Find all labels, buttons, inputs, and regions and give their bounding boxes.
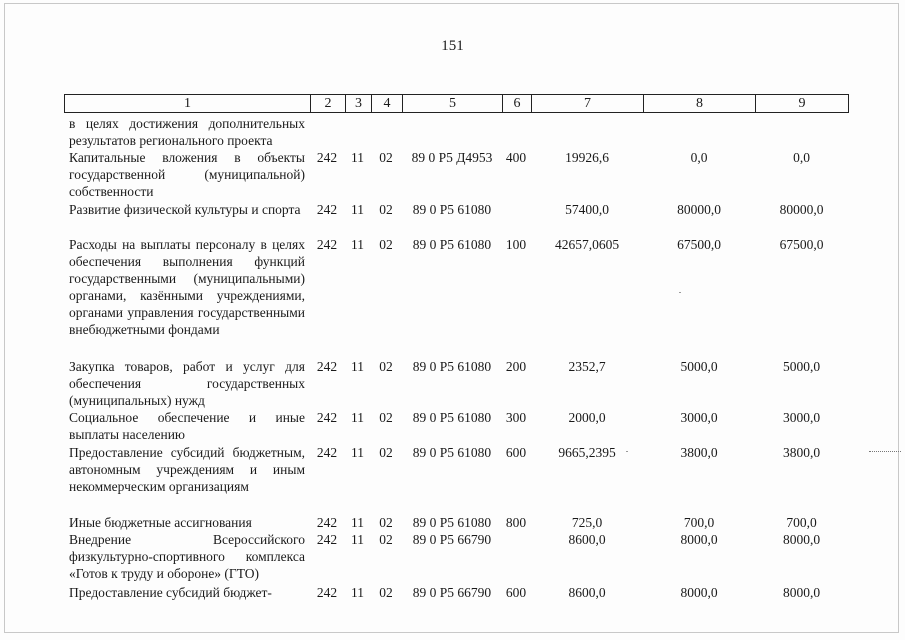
row-description: Расходы на выплаты персоналу в целях обеспечения выполнения функций государственными (муниципальными) органами, казёнными учреждениями, органами управления государственными внебюджетными фондами bbox=[69, 237, 305, 337]
row-description: Капитальные вложения в объекты государственной (муниципальной) собственности bbox=[69, 150, 305, 199]
cell-col4: 02 bbox=[379, 150, 393, 165]
column-header: 2 bbox=[311, 95, 346, 113]
cell-col9: 8000,0 bbox=[782, 532, 821, 547]
cell-col4: 02 bbox=[379, 202, 393, 217]
scan-speck bbox=[626, 451, 628, 452]
cell-col5: 89 0 P5 66790 bbox=[412, 585, 492, 600]
cell-col6: 100 bbox=[505, 237, 527, 252]
cell-col6: 600 bbox=[505, 445, 527, 460]
cell-col7: 8600,0 bbox=[568, 585, 606, 600]
cell-col3: 11 bbox=[351, 150, 364, 165]
cell-col8: 0,0 bbox=[690, 150, 708, 165]
cell-col5: 89 0 P5 61080 bbox=[412, 410, 492, 425]
scan-speck bbox=[679, 292, 681, 293]
cell-col5: 89 0 P5 Д4953 bbox=[411, 150, 493, 165]
cell-col8: 8000,0 bbox=[680, 585, 718, 600]
cell-col8: 5000,0 bbox=[680, 359, 718, 374]
cell-col3: 11 bbox=[351, 445, 364, 460]
cell-col3: 11 bbox=[351, 515, 364, 530]
cell-col8: 700,0 bbox=[683, 515, 715, 530]
column-header: 5 bbox=[403, 95, 503, 113]
row-description: Закупка товаров, работ и услуг для обеспечения государственных (муниципальных) нужд bbox=[69, 359, 305, 408]
cell-col2: 242 bbox=[316, 150, 338, 165]
cell-col7: 2352,7 bbox=[568, 359, 606, 374]
cell-col4: 02 bbox=[379, 237, 393, 252]
cell-col9: 8000,0 bbox=[782, 585, 821, 600]
cell-col7: 725,0 bbox=[571, 515, 603, 530]
cell-col5: 89 0 P5 61080 bbox=[412, 515, 492, 530]
cell-col9: 80000,0 bbox=[779, 202, 824, 217]
cell-col2: 242 bbox=[316, 445, 338, 460]
cell-col2: 242 bbox=[316, 202, 338, 217]
cell-col8: 3800,0 bbox=[680, 445, 718, 460]
cell-col5: 89 0 P5 61080 bbox=[412, 237, 492, 252]
cell-col3: 11 bbox=[351, 202, 364, 217]
cell-col3: 11 bbox=[351, 410, 364, 425]
column-header: 9 bbox=[756, 95, 849, 113]
column-header: 3 bbox=[346, 95, 372, 113]
cell-col3: 11 bbox=[351, 585, 364, 600]
cell-col6: 800 bbox=[505, 515, 527, 530]
cell-col6: 300 bbox=[505, 410, 527, 425]
cell-col6: 600 bbox=[505, 585, 527, 600]
cell-col6: 400 bbox=[505, 150, 527, 165]
row-description: Внедрение Всероссийского физкультурно-спортивного комплекса «Готов к труду и обороне» (ГТО) bbox=[69, 532, 305, 581]
cell-col9: 67500,0 bbox=[779, 237, 824, 252]
row-description: Развитие физической культуры и спорта bbox=[69, 202, 301, 217]
column-header: 4 bbox=[372, 95, 403, 113]
column-header: 1 bbox=[65, 95, 311, 113]
cell-col4: 02 bbox=[379, 532, 393, 547]
cell-col9: 0,0 bbox=[793, 150, 810, 165]
cell-col7: 2000,0 bbox=[568, 410, 606, 425]
cell-col4: 02 bbox=[379, 410, 393, 425]
cell-col3: 11 bbox=[351, 359, 364, 374]
cell-col8: 67500,0 bbox=[677, 237, 721, 252]
cell-col2: 242 bbox=[316, 585, 338, 600]
cell-col7: 57400,0 bbox=[565, 202, 609, 217]
cell-col2: 242 bbox=[316, 237, 338, 252]
cell-col9: 5000,0 bbox=[782, 359, 821, 374]
row-description: Предоставление субсидий бюджетным, автономным учреждениям и иным некоммерческим организациям bbox=[69, 445, 305, 494]
cell-col3: 11 bbox=[351, 237, 364, 252]
cell-col5: 89 0 P5 61080 bbox=[412, 359, 492, 374]
cell-col3: 11 bbox=[351, 532, 364, 547]
cell-col6: 200 bbox=[505, 359, 527, 374]
cell-col9: 3800,0 bbox=[782, 445, 821, 460]
column-header: 7 bbox=[532, 95, 644, 113]
cell-col4: 02 bbox=[379, 515, 393, 530]
column-header-row bbox=[64, 94, 849, 113]
cell-col7: 9665,2395 bbox=[558, 445, 616, 460]
cell-col9: 3000,0 bbox=[782, 410, 821, 425]
row-description: Иные бюджетные ассигнования bbox=[69, 515, 252, 530]
cell-col7: 19926,6 bbox=[565, 150, 609, 165]
cell-col4: 02 bbox=[379, 445, 393, 460]
cell-col9: 700,0 bbox=[786, 515, 817, 530]
cell-col5: 89 0 P5 66790 bbox=[412, 532, 492, 547]
row-description: Социальное обеспечение и иные выплаты населению bbox=[69, 410, 305, 442]
cell-col8: 8000,0 bbox=[680, 532, 718, 547]
cell-col2: 242 bbox=[316, 410, 338, 425]
cell-col2: 242 bbox=[316, 532, 338, 547]
page-number: 151 bbox=[441, 38, 464, 54]
cell-col8: 3000,0 bbox=[680, 410, 718, 425]
cell-col7: 42657,0605 bbox=[554, 237, 620, 252]
row-description: Предоставление субсидий бюджет- bbox=[69, 585, 272, 600]
scan-dotted-mark bbox=[869, 451, 901, 453]
cell-col2: 242 bbox=[316, 359, 338, 374]
column-header: 6 bbox=[503, 95, 532, 113]
cell-col5: 89 0 P5 61080 bbox=[412, 445, 492, 460]
row-description: в целях достижения дополнительных результатов регионального проекта bbox=[69, 116, 305, 148]
cell-col7: 8600,0 bbox=[568, 532, 606, 547]
cell-col8: 80000,0 bbox=[677, 202, 721, 217]
cell-col2: 242 bbox=[316, 515, 338, 530]
column-header: 8 bbox=[644, 95, 756, 113]
cell-col4: 02 bbox=[379, 585, 393, 600]
cell-col4: 02 bbox=[379, 359, 393, 374]
cell-col5: 89 0 P5 61080 bbox=[412, 202, 492, 217]
